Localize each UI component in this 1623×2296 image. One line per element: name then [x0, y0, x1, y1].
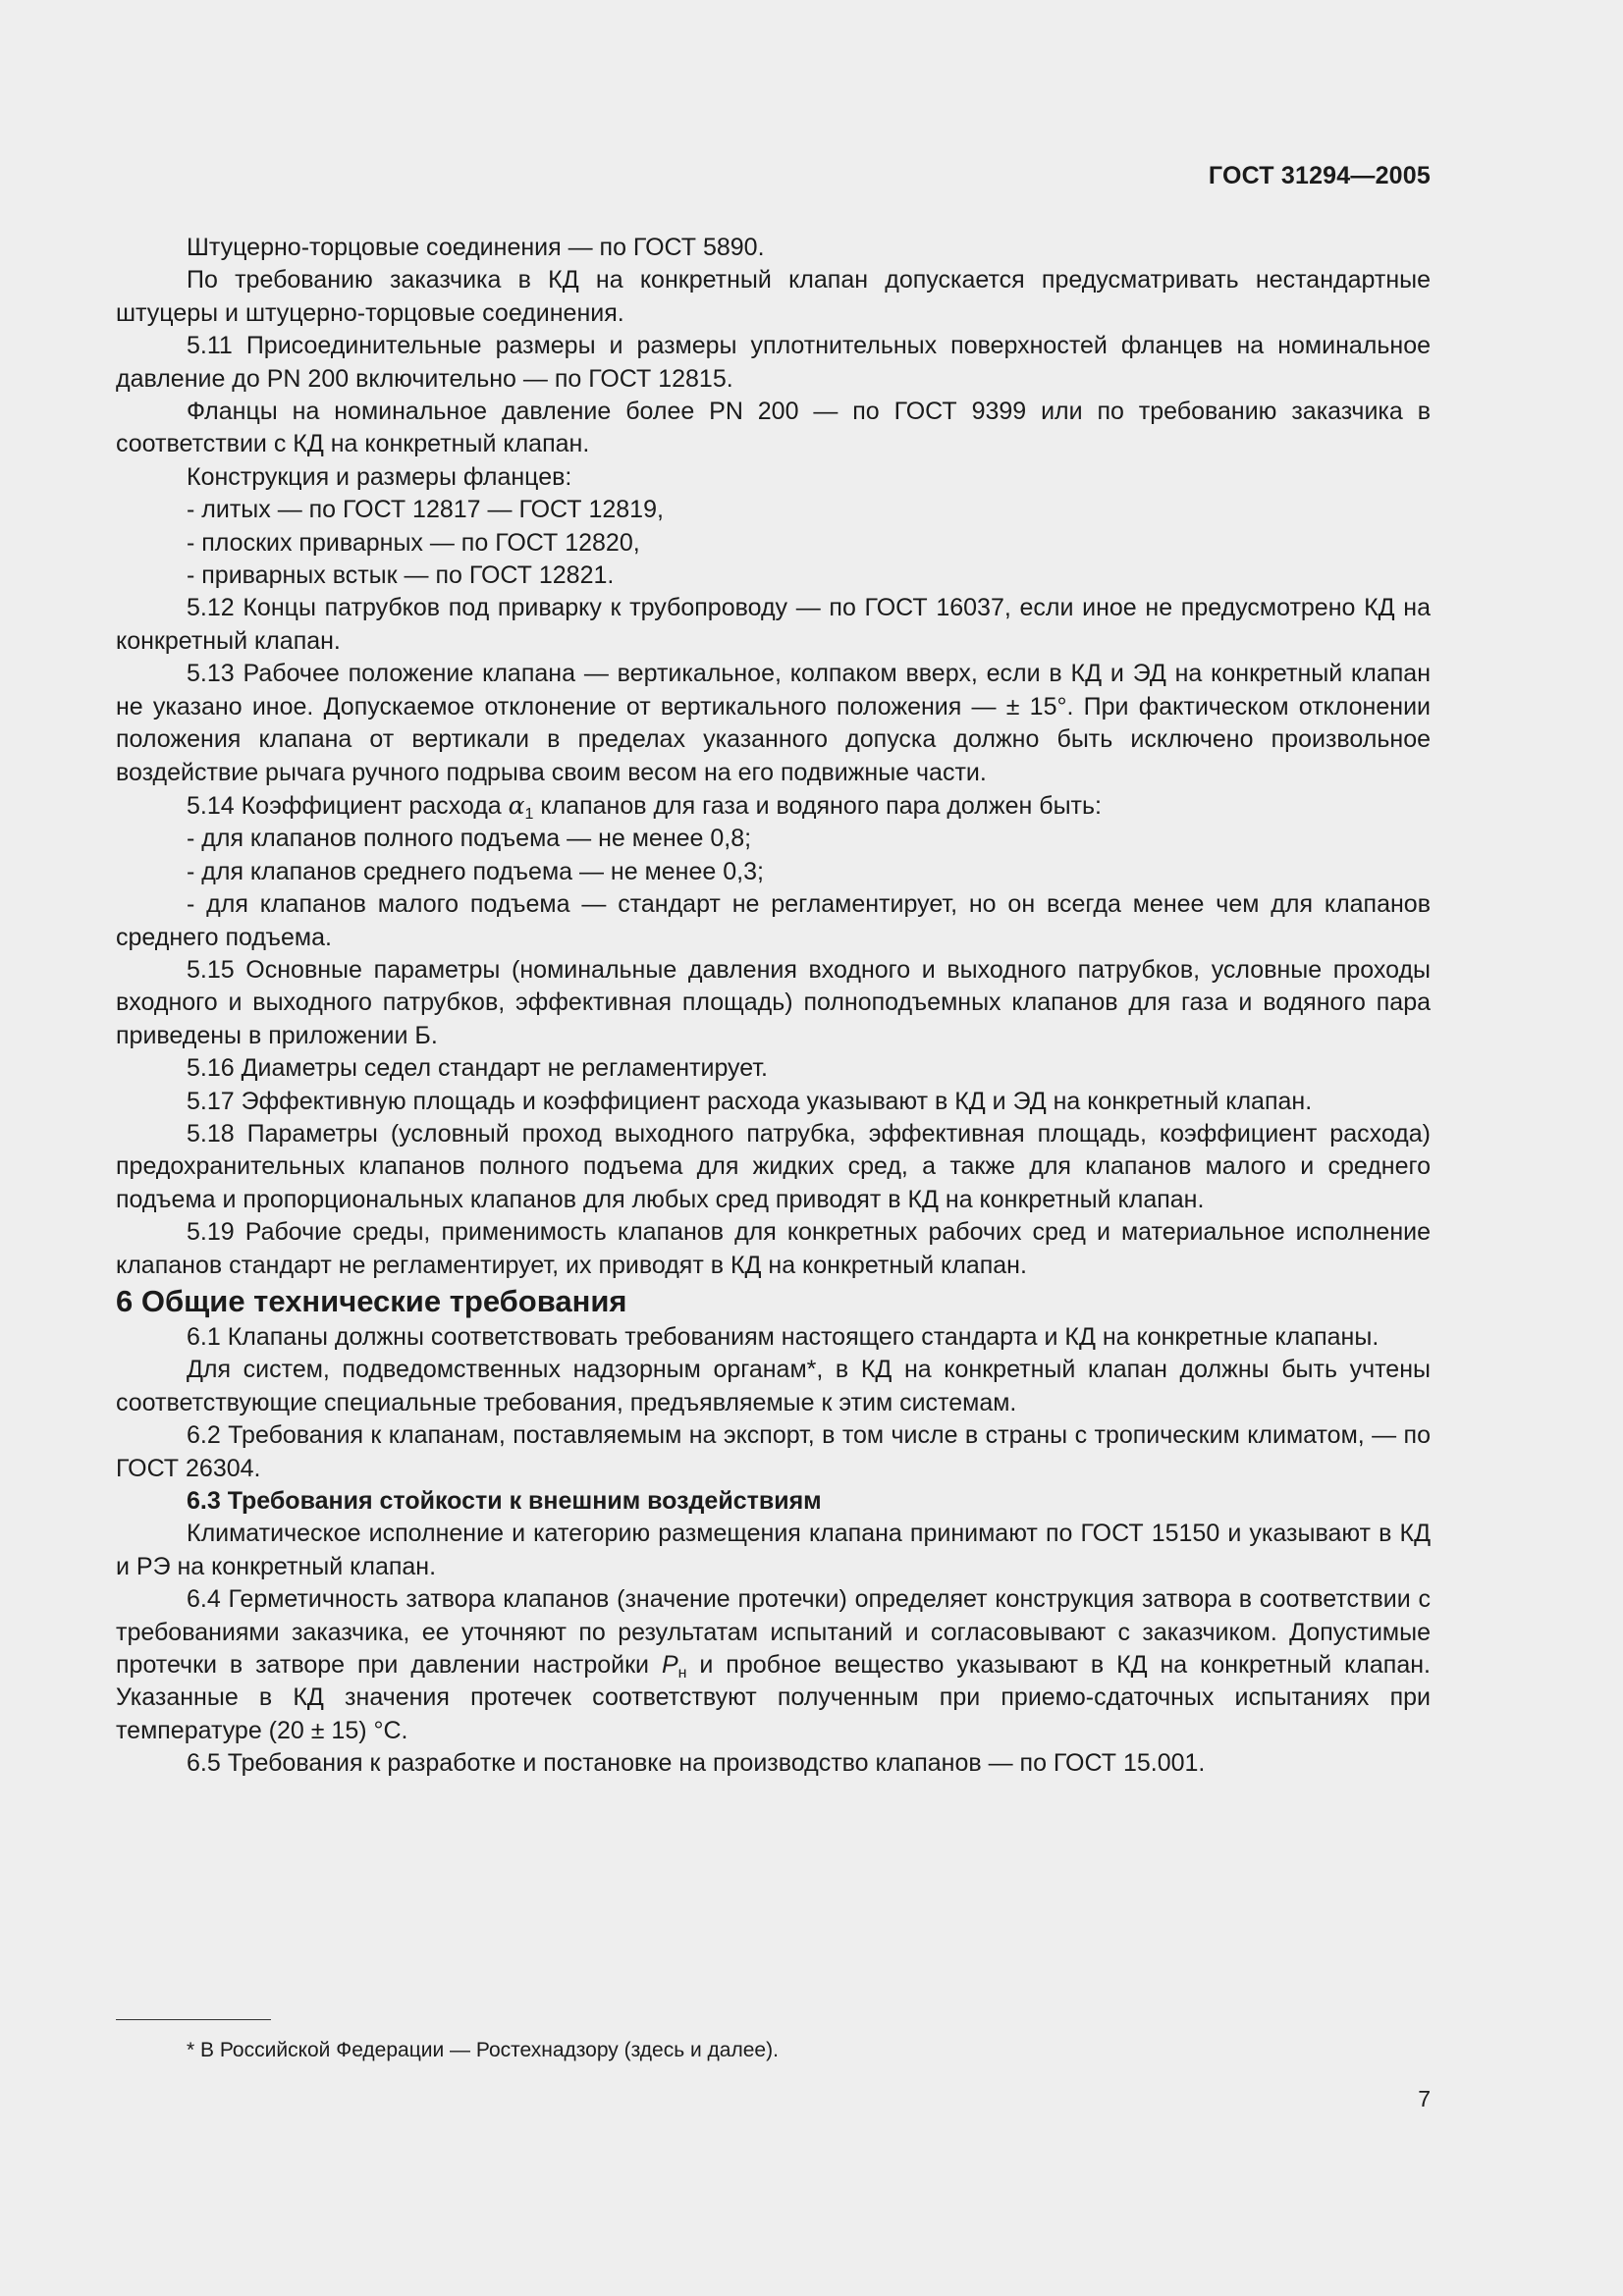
paragraph-5-12: 5.12 Концы патрубков под приварку к трубопроводу — по ГОСТ 16037, если иное не предусмотрено КД на конкретный клапан. — [116, 594, 1431, 655]
list-item: - для клапанов малого подъема — стандарт не регламентирует, но он всегда менее чем для клапанов среднего подъема. — [116, 890, 1431, 951]
document-number-header: ГОСТ 31294—2005 — [1208, 162, 1431, 189]
paragraph-5-17: 5.17 Эффективную площадь и коэффициент расхода указывают в КД и ЭД на конкретный клапан. — [187, 1087, 1313, 1115]
list-item: - плоских приварных — по ГОСТ 12820, — [187, 528, 640, 557]
paragraph-5-16: 5.16 Диаметры седел стандарт не регламентирует. — [187, 1054, 768, 1083]
list-item: - для клапанов полного подъема — не менее 0,8; — [187, 825, 752, 853]
footnote: * В Российской Федерации — Ростехнадзору (здесь и далее). — [187, 2039, 779, 2061]
list-item: - литых — по ГОСТ 12817 — ГОСТ 12819, — [187, 496, 664, 524]
paragraph: Штуцерно-торцовые соединения — по ГОСТ 5890. — [187, 234, 765, 261]
footnote-divider — [116, 2019, 271, 2020]
paragraph: Фланцы на номинальное давление более PN 200 — по ГОСТ 9399 или по требованию заказчика в соответствии с КД на конкретный клапан. — [116, 398, 1431, 458]
paragraph-5-18: 5.18 Параметры (условный проход выходного патрубка, эффективная площадь, коэффициент расхода) предохранительных клапанов полного подъема для жидких сред, а также для клапанов малого и среднего подъема и пропорциональных клапанов для любых сред приводят в КД на конкретный клапан. — [116, 1119, 1431, 1213]
paragraph-6-1: 6.1 Клапаны должны соответствовать требованиям настоящего стандарта и КД на конкретные клапаны. — [187, 1323, 1380, 1351]
paragraph: Для систем, подведомственных надзорным органам*, в КД на конкретный клапан должны быть учтены соответствующие специальные требования, предъявляемые к этим системам. — [116, 1356, 1431, 1416]
paragraph-5-11: 5.11 Присоединительные размеры и размеры уплотнительных поверхностей фланцев на номинальное давление до PN 200 включительно — по ГОСТ 12815. — [116, 332, 1431, 393]
paragraph-5-19: 5.19 Рабочие среды, применимость клапанов для конкретных рабочих сред и материальное исполнение клапанов стандарт не регламентирует, их приводят в КД на конкретный клапан. — [116, 1218, 1431, 1279]
paragraph-6-3: Климатическое исполнение и категорию размещения клапана принимают по ГОСТ 15150 и указывают в КД и РЭ на конкретный клапан. — [116, 1520, 1431, 1580]
paragraph-6-5: 6.5 Требования к разработке и постановке на производство клапанов — по ГОСТ 15.001. — [187, 1749, 1206, 1778]
paragraph: Конструкция и размеры фланцев: — [187, 462, 572, 491]
page-number: 7 — [1418, 2086, 1431, 2111]
list-item: - для клапанов среднего подъема — не менее 0,3; — [187, 857, 764, 885]
paragraph: По требованию заказчика в КД на конкретный клапан допускается предусматривать нестандартные штуцеры и штуцерно-торцовые соединения. — [116, 266, 1431, 327]
alpha-symbol: α — [508, 790, 525, 820]
p-symbol: P — [661, 1651, 678, 1680]
paragraph-6-2: 6.2 Требования к клапанам, поставляемым на экспорт, в том числе в страны с тропическим климатом, — по ГОСТ 26304. — [116, 1421, 1431, 1482]
list-item: - приварных встык — по ГОСТ 12821. — [187, 561, 615, 590]
paragraph-6-4: 6.4 Герметичность затвора клапанов (значение протечки) определяет конструкция затвора в соответствии с требованиями заказчика, ее уточняют по результатам испытаний и согласовывают с заказчиком. Допустимые протечки в затворе при давлении настройки $P_н$ и пробное вещество указывают в КД на конкретный клапан. Указанные в КД значения протечек соответствуют полученным при приемо-сдаточных испытаниях при температуре (20 ± 15) °С. — [116, 1585, 1431, 1744]
main-text — [116, 232, 1431, 1781]
paragraph-5-15: 5.15 Основные параметры (номинальные давления входного и выходного патрубков, условные проходы входного и выходного патрубков, эффективная площадь) полноподъемных клапанов для газа и водяного пара приведены в приложении Б. — [116, 955, 1431, 1049]
subsection-title: 6.3 Требования стойкости к внешним воздействиям — [187, 1487, 822, 1516]
paragraph-5-14: 5.14 Коэффициент расхода $\alpha_1$ клапанов для газа и водяного пара должен быть: — [187, 790, 1102, 823]
paragraph-5-13: 5.13 Рабочее положение клапана — вертикальное, колпаком вверх, если в КД и ЭД на конкретный клапан не указано иное. Допускаемое отклонение от вертикального положения — ± 15°. При фактическом отклонении положения клапана от вертикали в пределах указанного допуска должно быть исключено произвольное воздействие рычага ручного подрыва своим весом на его подвижные части. — [116, 660, 1431, 786]
section-title: 6 Общие технические требования — [116, 1284, 627, 1318]
